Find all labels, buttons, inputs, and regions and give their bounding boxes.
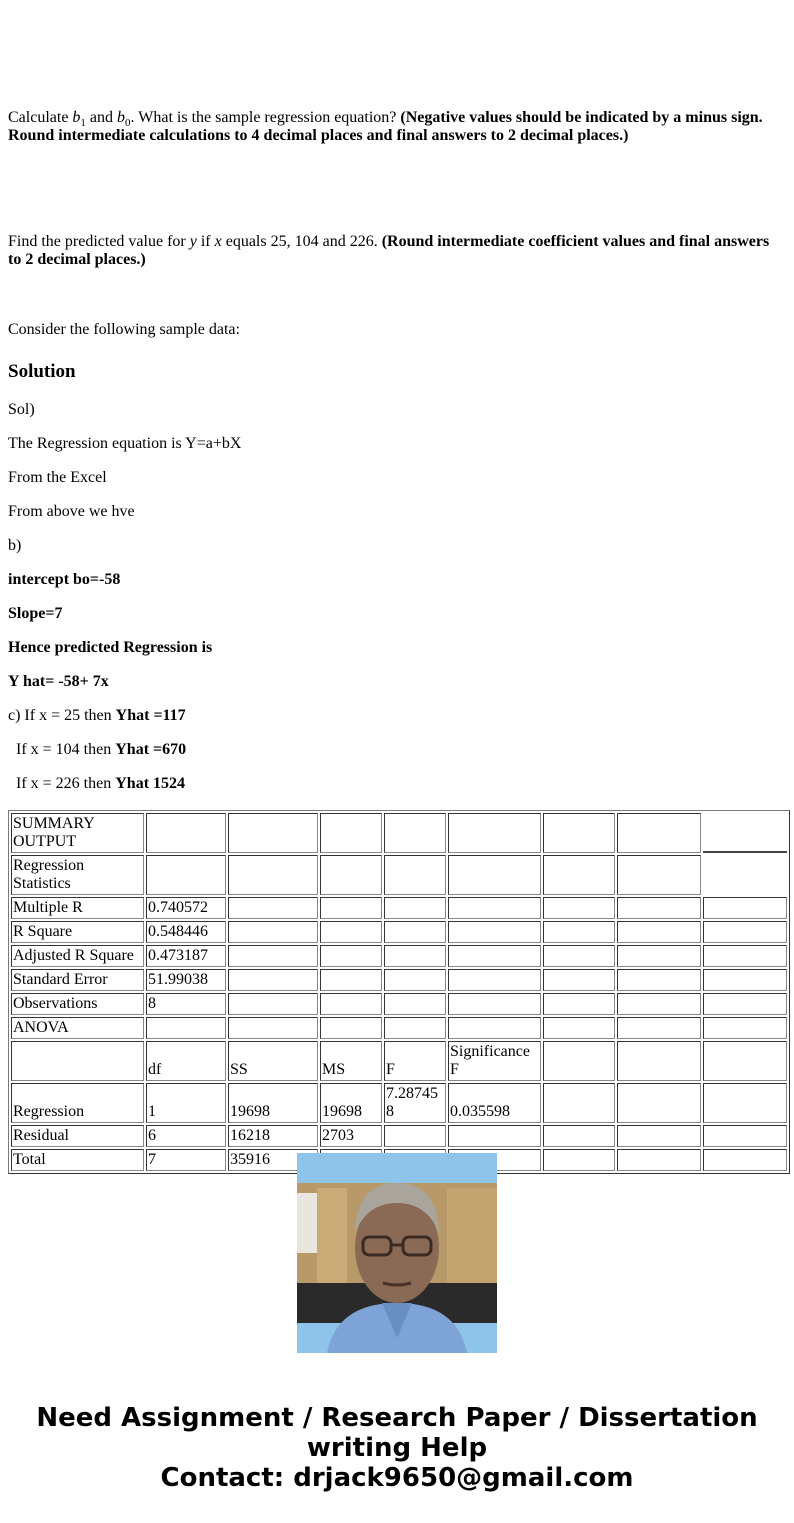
df-value: 1 bbox=[146, 1083, 226, 1123]
table-cell bbox=[703, 855, 787, 895]
f-value: 7.287458 bbox=[384, 1083, 446, 1123]
question-instruction: (Round intermediate coefficient values and final answers to 2 decimal places.) bbox=[8, 233, 770, 268]
row-label: Regression bbox=[11, 1083, 144, 1123]
ss-value: 16218 bbox=[228, 1125, 318, 1147]
prediction-line bbox=[8, 741, 186, 759]
ms-value: 19698 bbox=[320, 1083, 382, 1123]
prediction-line bbox=[8, 775, 185, 793]
var-x: x bbox=[214, 233, 222, 250]
column-header bbox=[11, 1041, 144, 1081]
table-cell bbox=[320, 855, 382, 895]
sig-f-value: 0.035598 bbox=[448, 1083, 541, 1123]
question-text: if bbox=[196, 233, 215, 250]
summary-output-table-container bbox=[8, 810, 786, 1168]
prediction-text: If x = 226 then bbox=[8, 775, 116, 792]
slope-line: Slope=7 bbox=[8, 605, 63, 622]
column-header: Significance F bbox=[448, 1041, 541, 1081]
solution-heading: Solution bbox=[8, 361, 76, 382]
solution-line: b) bbox=[8, 537, 22, 554]
table-cell bbox=[146, 855, 226, 895]
question-text: Find the predicted value for bbox=[8, 233, 190, 250]
question-text: Calculate bbox=[8, 109, 73, 126]
prediction-line bbox=[8, 707, 186, 725]
regression-statistics-header: Regression Statistics bbox=[11, 855, 144, 895]
promo-line: Need Assignment / Research Paper / Dissertation bbox=[36, 1403, 758, 1433]
stat-value: 0.473187 bbox=[146, 945, 226, 967]
table-cell bbox=[228, 813, 318, 853]
anova-row bbox=[11, 1083, 787, 1123]
prediction-text: c) If x = 25 then bbox=[8, 707, 116, 724]
df-value: 7 bbox=[146, 1149, 226, 1171]
promo-banner bbox=[0, 1403, 794, 1493]
stat-label: Adjusted R Square bbox=[11, 945, 144, 967]
table-cell bbox=[320, 813, 382, 853]
table-title: SUMMARY OUTPUT bbox=[11, 813, 144, 853]
df-value: 6 bbox=[146, 1125, 226, 1147]
solution-line: From the Excel bbox=[8, 469, 107, 486]
anova-row bbox=[11, 1125, 787, 1147]
stat-value: 51.99038 bbox=[146, 969, 226, 991]
stat-value: 0.740572 bbox=[146, 897, 226, 919]
question-text: and bbox=[85, 109, 118, 126]
person-photo-icon bbox=[297, 1153, 497, 1353]
prediction-result: Yhat 1524 bbox=[115, 775, 186, 792]
column-header: SS bbox=[228, 1041, 318, 1081]
regression-equation: Y hat= -58+ 7x bbox=[8, 673, 109, 690]
row-label: Residual bbox=[11, 1125, 144, 1147]
anova-column-header-row bbox=[11, 1041, 787, 1081]
table-row bbox=[11, 921, 787, 943]
prediction-result: Yhat =117 bbox=[115, 707, 186, 724]
author-avatar bbox=[297, 1153, 497, 1353]
question-text: equals 25, 104 and 226. bbox=[221, 233, 382, 250]
table-cell bbox=[703, 813, 787, 853]
stat-label: Standard Error bbox=[11, 969, 144, 991]
consider-text: Consider the following sample data: bbox=[8, 321, 240, 338]
intercept-line: intercept bo=-58 bbox=[8, 571, 121, 588]
table-cell bbox=[448, 813, 541, 853]
var-y: y bbox=[189, 233, 197, 250]
row-label: Total bbox=[11, 1149, 144, 1171]
table-row bbox=[11, 897, 787, 919]
question-instruction: (Negative values should be indicated by a minus sign. Round intermediate calculations to 4 decimal places and final answers to 2 decimal places.) bbox=[8, 109, 763, 144]
table-row bbox=[11, 1017, 787, 1039]
stat-value: 0.548446 bbox=[146, 921, 226, 943]
stat-value: 8 bbox=[146, 993, 226, 1015]
ms-value: 2703 bbox=[320, 1125, 382, 1147]
table-cell bbox=[384, 855, 446, 895]
table-cell bbox=[617, 813, 701, 853]
prediction-text: If x = 104 then bbox=[8, 741, 116, 758]
table-row bbox=[11, 969, 787, 991]
anova-header: ANOVA bbox=[11, 1017, 144, 1039]
solution-line: Sol) bbox=[8, 401, 35, 418]
table-cell bbox=[543, 855, 615, 895]
table-row bbox=[11, 993, 787, 1015]
stat-label: Observations bbox=[11, 993, 144, 1015]
ss-value: 19698 bbox=[228, 1083, 318, 1123]
table-cell bbox=[543, 813, 615, 853]
solution-line: From above we hve bbox=[8, 503, 135, 520]
question-part-b bbox=[8, 233, 778, 269]
table-cell bbox=[228, 855, 318, 895]
table-row bbox=[11, 945, 787, 967]
table-cell bbox=[617, 855, 701, 895]
stat-label: Multiple R bbox=[11, 897, 144, 919]
question-part-a bbox=[8, 109, 778, 145]
prediction-result: Yhat =670 bbox=[115, 741, 187, 758]
table-row bbox=[11, 855, 787, 895]
solution-line: The Regression equation is Y=a+bX bbox=[8, 435, 242, 452]
table-cell bbox=[448, 855, 541, 895]
regression-heading-line: Hence predicted Regression is bbox=[8, 639, 213, 656]
sub-0: 0 bbox=[125, 117, 131, 129]
var-b0: b bbox=[117, 109, 126, 126]
table-cell bbox=[384, 813, 446, 853]
table-row bbox=[11, 813, 787, 853]
column-header: F bbox=[384, 1041, 446, 1081]
f-value bbox=[384, 1125, 446, 1147]
column-header: df bbox=[146, 1041, 226, 1081]
stat-label: R Square bbox=[11, 921, 144, 943]
table-cell bbox=[146, 813, 226, 853]
column-header: MS bbox=[320, 1041, 382, 1081]
promo-line: writing Help bbox=[306, 1433, 488, 1463]
summary-output-table bbox=[8, 810, 790, 1174]
question-text: . What is the sample regression equation? bbox=[130, 109, 401, 126]
sub-1: 1 bbox=[80, 117, 86, 129]
sig-f-value bbox=[448, 1125, 541, 1147]
contact-email: Contact: drjack9650@gmail.com bbox=[160, 1463, 634, 1493]
ss-value: 35916 bbox=[228, 1149, 318, 1171]
var-b1: b bbox=[72, 109, 81, 126]
